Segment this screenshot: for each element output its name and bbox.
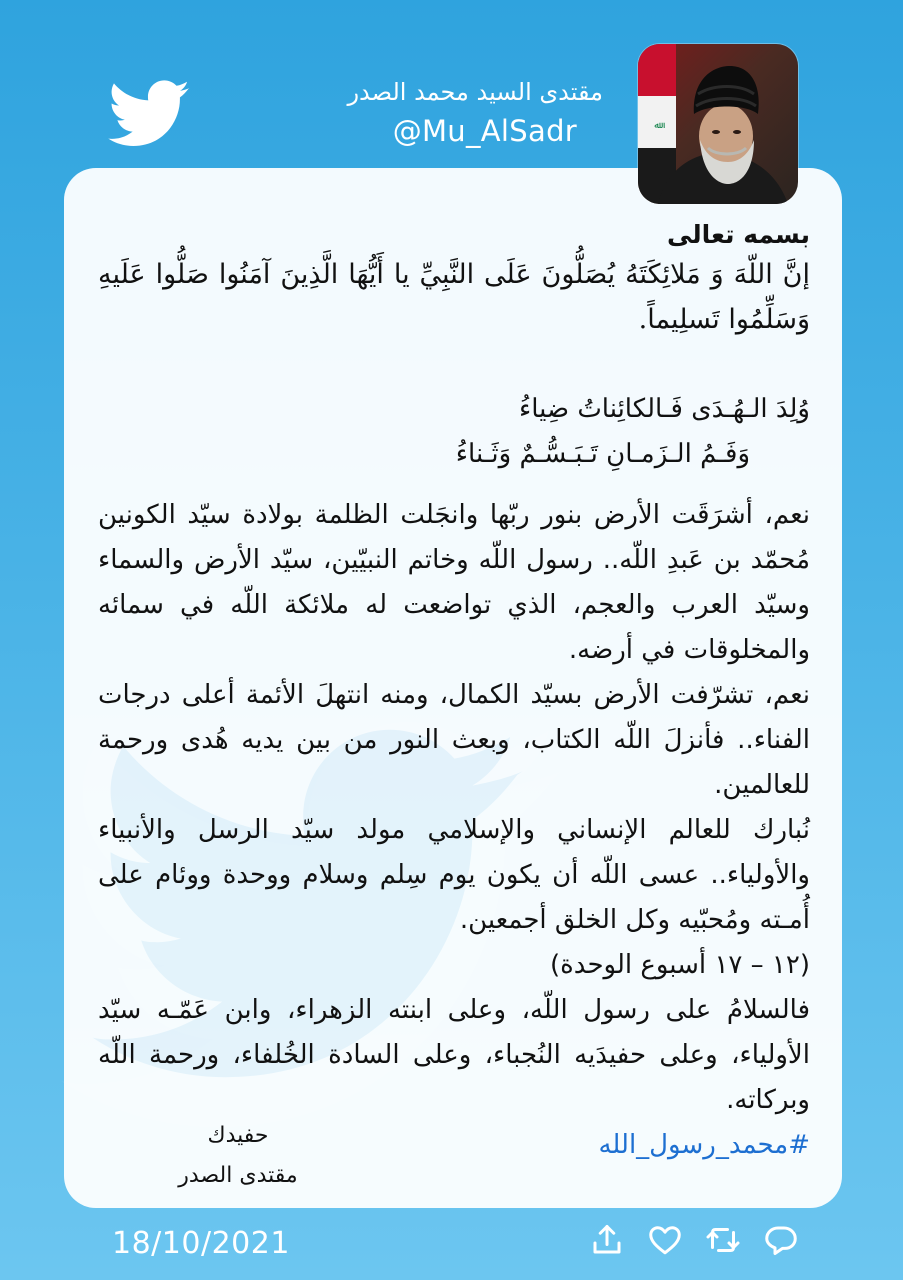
account-handle[interactable]: @Mu_AlSadr [392,114,577,148]
account-display-name[interactable]: مقتدى السيد محمد الصدر [347,78,603,106]
share-icon [589,1222,625,1258]
tweet-body [98,218,810,1168]
avatar[interactable] [638,44,798,204]
week-line: (١٢ – ١٧ أسبوع الوحدة) [550,950,810,980]
like-button[interactable] [647,1222,683,1258]
like-icon [647,1222,683,1258]
basmala-heading: بسمه تعالى [666,220,810,249]
share-button[interactable] [589,1222,625,1258]
tweet-card [64,168,842,1208]
signature-line-1: حفيدك [207,1123,269,1148]
spacer [98,342,810,387]
spacer [98,477,810,493]
hashtag-link[interactable]: #محمد_رسول_الله [598,1130,810,1160]
tweet-date: 18/10/2021 [112,1226,290,1261]
reply-button[interactable] [763,1222,799,1258]
poem-line-1: وُلِدَ الـهُـدَى فَـالكائِناتُ ضِياءُ [518,394,810,424]
retweet-button[interactable] [705,1222,741,1258]
paragraph-3: نُبارك للعالم الإنساني والإسلامي مولد سيّد الرسل والأنبياء والأولياء.. عسى اللّه أن يكون يوم سِلم وسلام ووحدة ووئام على أُمـته ومُحبّيه وكل الخلق أجمعين. [98,815,810,935]
svg-text:ﷲ: ﷲ [654,121,660,131]
tweet-actions [589,1222,799,1258]
paragraph-4: فالسلامُ على رسول اللّه، وعلى ابنته الزهراء، وابن عَمّـه سيّد الأولياء، وعلى حفيدَيه النُجباء، وعلى السادة الخُلفاء، ورحمة اللّه وبركاته. [98,995,810,1115]
paragraph-2: نعم، تشرّفت الأرض بسيّد الكمال، ومنه انتهلَ الأئمة أعلى درجات الفناء.. فأنزلَ اللّه الكتاب، وبعث النور من بين يديه هُدى ورحمة للعالمين. [98,680,810,800]
quran-verse: إنَّ اللّهَ وَ مَلائِكَتَهُ يُصَلُّونَ عَلَى النَّبِيِّ يا أَيُّهَا الَّذِينَ آمَنُوا صَلُّوا عَلَيهِ وَسَلِّمُوا تَسلِيماً. [98,259,810,335]
retweet-icon [705,1222,741,1258]
twitter-bird-icon [108,80,192,148]
paragraph-1: نعم، أشرَقَت الأرض بنور ربّها وانجَلت الظلمة بولادة سيّد الكونين مُحمّد بن عَبدِ اللّه.. رسول اللّه وخاتم النبيّين، سيّد الأرض والسماء وسيّد العرب والعجم، الذي تواضعت له ملائكة اللّه في سمائه والمخلوقات في أرضه. [98,500,810,665]
reply-icon [763,1222,799,1258]
signature-line-2: مقتدى الصدر [178,1163,298,1188]
signature [158,1116,318,1196]
profile-photo-icon [638,44,798,204]
poem-line-2: وَفَـمُ الـزَمـانِ تَـبَـسُّـمٌ وَثَـناءُ [455,439,750,469]
